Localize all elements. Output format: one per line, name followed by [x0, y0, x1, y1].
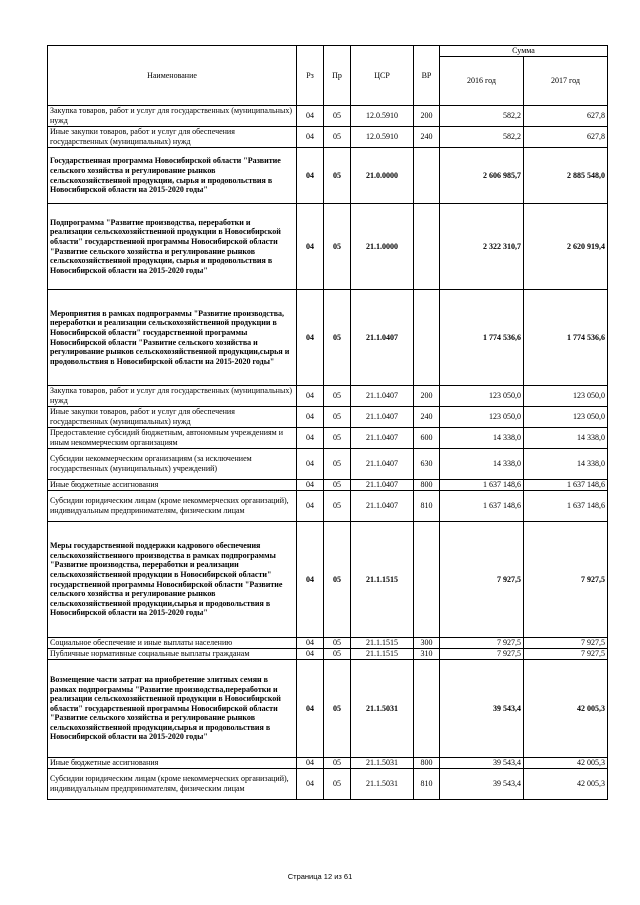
- row-pr: 05: [324, 769, 351, 800]
- table-body: [48, 106, 608, 800]
- row-value-2016: 1 774 536,6: [440, 290, 524, 386]
- row-value-2017: 123 050,0: [524, 407, 608, 428]
- row-rz: 04: [297, 386, 324, 407]
- row-vr: 600: [414, 428, 440, 449]
- row-value-2016: 1 637 148,6: [440, 491, 524, 522]
- row-pr: 05: [324, 148, 351, 204]
- row-csr: 21.1.0407: [351, 407, 414, 428]
- row-value-2017: 627,8: [524, 127, 608, 148]
- row-rz: 04: [297, 428, 324, 449]
- row-value-2017: 7 927,5: [524, 638, 608, 649]
- row-vr: 630: [414, 449, 440, 480]
- row-pr: 05: [324, 480, 351, 491]
- row-value-2016: 14 338,0: [440, 449, 524, 480]
- row-value-2016: 582,2: [440, 127, 524, 148]
- row-rz: 04: [297, 407, 324, 428]
- table-row: [48, 148, 608, 204]
- row-rz: 04: [297, 769, 324, 800]
- table-row: [48, 758, 608, 769]
- row-rz: 04: [297, 522, 324, 638]
- row-vr: 200: [414, 386, 440, 407]
- row-csr: 21.1.1515: [351, 522, 414, 638]
- row-vr: [414, 204, 440, 290]
- row-name: Субсидии юридическим лицам (кроме некоммерческих организаций), индивидуальным предпринимателям, физическим лицам: [48, 491, 297, 522]
- row-rz: 04: [297, 449, 324, 480]
- header-name: Наименование: [48, 46, 297, 106]
- row-name: Субсидии некоммерческим организациям (за исключением государственных (муниципальных) учреждений): [48, 449, 297, 480]
- row-rz: 04: [297, 758, 324, 769]
- row-csr: 21.1.1515: [351, 638, 414, 649]
- row-pr: 05: [324, 386, 351, 407]
- row-csr: 21.1.0407: [351, 386, 414, 407]
- row-pr: 05: [324, 428, 351, 449]
- row-value-2016: 2 322 310,7: [440, 204, 524, 290]
- row-pr: 05: [324, 649, 351, 660]
- row-value-2017: 1 637 148,6: [524, 480, 608, 491]
- row-pr: 05: [324, 660, 351, 758]
- row-csr: 21.1.0407: [351, 491, 414, 522]
- row-rz: 04: [297, 638, 324, 649]
- row-vr: 800: [414, 480, 440, 491]
- row-vr: [414, 660, 440, 758]
- row-value-2016: 123 050,0: [440, 407, 524, 428]
- row-name: Субсидии юридическим лицам (кроме некоммерческих организаций), индивидуальным предпринимателям, физическим лицам: [48, 769, 297, 800]
- row-value-2016: 39 543,4: [440, 660, 524, 758]
- table-row: [48, 106, 608, 127]
- row-pr: 05: [324, 127, 351, 148]
- row-value-2016: 39 543,4: [440, 758, 524, 769]
- row-csr: 21.1.0407: [351, 290, 414, 386]
- row-pr: 05: [324, 449, 351, 480]
- table-row: [48, 290, 608, 386]
- table-row: [48, 204, 608, 290]
- row-rz: 04: [297, 106, 324, 127]
- row-value-2016: 7 927,5: [440, 649, 524, 660]
- row-rz: 04: [297, 649, 324, 660]
- row-value-2016: 7 927,5: [440, 638, 524, 649]
- header-year-2017: 2017 год: [524, 57, 608, 106]
- header-sum: Сумма: [440, 46, 608, 57]
- row-value-2016: 582,2: [440, 106, 524, 127]
- row-rz: 04: [297, 660, 324, 758]
- row-csr: 21.1.5031: [351, 660, 414, 758]
- row-csr: 21.1.5031: [351, 758, 414, 769]
- budget-table: [47, 45, 608, 800]
- row-value-2017: 14 338,0: [524, 449, 608, 480]
- row-name: Мероприятия в рамках подпрограммы "Развитие производства, переработки и реализации сельскохозяйственной продукции в Новосибирской области" государственной программы Новосибирской области "Развитие сельского хозяйства и регулирование рынков сельскохозяйственной продукции,сырья и продовольствия в Новосибирской области на 2015-2020 годы": [48, 290, 297, 386]
- header-rz: Рз: [297, 46, 324, 106]
- table-row: [48, 127, 608, 148]
- table-row: [48, 491, 608, 522]
- row-value-2016: 123 050,0: [440, 386, 524, 407]
- row-name: Государственная программа Новосибирской области "Развитие сельского хозяйства и регулирование рынков сельскохозяйственной продукции, сырья и продовольствия в Новосибирской области на 2015-2020 годы": [48, 148, 297, 204]
- row-name: Меры государственной поддержки кадрового обеспечения сельскохозяйственного производства в рамках подпрограммы "Развитие производства, переработки и реализации сельскохозяйственной продукции в Новосибирской области" государственной программы Новосибирской области "Развитие сельского хозяйства и регулирование рынков сельскохозяйственной продукции,сырья и продовольствия в Новосибирской области на 2015-2020 годы": [48, 522, 297, 638]
- row-vr: [414, 148, 440, 204]
- row-name: Социальное обеспечение и иные выплаты населению: [48, 638, 297, 649]
- table-row: [48, 522, 608, 638]
- row-rz: 04: [297, 148, 324, 204]
- row-value-2017: 2 620 919,4: [524, 204, 608, 290]
- row-value-2017: 42 005,3: [524, 758, 608, 769]
- row-csr: 21.1.5031: [351, 769, 414, 800]
- row-vr: 800: [414, 758, 440, 769]
- table-row: [48, 660, 608, 758]
- row-name: Возмещение части затрат на приобретение элитных семян в рамках подпрограммы "Развитие производства,переработки и реализации сельскохозяйственной продукции в Новосибирской области" государственной программы Новосибирской области "Развитие сельского хозяйства и регулирование рынков сельскохозяйственной продукции,сырья и продовольствия в Новосибирской области на 2015-2020 годы": [48, 660, 297, 758]
- row-pr: 05: [324, 407, 351, 428]
- row-vr: 810: [414, 769, 440, 800]
- row-name: Иные закупки товаров, работ и услуг для обеспечения государственных (муниципальных) нужд: [48, 127, 297, 148]
- row-vr: 810: [414, 491, 440, 522]
- row-csr: 21.1.0407: [351, 428, 414, 449]
- row-vr: 240: [414, 127, 440, 148]
- row-value-2017: 14 338,0: [524, 428, 608, 449]
- row-value-2017: 1 637 148,6: [524, 491, 608, 522]
- row-name: Иные бюджетные ассигнования: [48, 758, 297, 769]
- row-pr: 05: [324, 106, 351, 127]
- row-vr: [414, 290, 440, 386]
- header-vr: ВР: [414, 46, 440, 106]
- row-rz: 04: [297, 127, 324, 148]
- row-pr: 05: [324, 638, 351, 649]
- table-row: [48, 386, 608, 407]
- row-name: Предоставление субсидий бюджетным, автономным учреждениям и иным некоммерческим организациям: [48, 428, 297, 449]
- row-value-2016: 1 637 148,6: [440, 480, 524, 491]
- row-name: Иные бюджетные ассигнования: [48, 480, 297, 491]
- row-pr: 05: [324, 204, 351, 290]
- header-year-2016: 2016 год: [440, 57, 524, 106]
- row-value-2016: 7 927,5: [440, 522, 524, 638]
- table-row: [48, 638, 608, 649]
- row-vr: 300: [414, 638, 440, 649]
- header-csr: ЦСР: [351, 46, 414, 106]
- page-footer: Страница 12 из 61: [287, 872, 353, 881]
- row-csr: 12.0.5910: [351, 106, 414, 127]
- table-row: [48, 428, 608, 449]
- row-name: Подпрограмма "Развитие производства, переработки и реализации сельскохозяйственной продукции в Новосибирской области" государственной программы Новосибирской области "Развитие сельского хозяйства и регулирование рынков сельскохозяйственной продукции, сырья и продовольствия в Новосибирской области на 2015-2020 годы": [48, 204, 297, 290]
- row-value-2017: 2 885 548,0: [524, 148, 608, 204]
- row-vr: 240: [414, 407, 440, 428]
- row-vr: 310: [414, 649, 440, 660]
- row-value-2016: 39 543,4: [440, 769, 524, 800]
- row-pr: 05: [324, 491, 351, 522]
- row-pr: 05: [324, 290, 351, 386]
- row-pr: 05: [324, 522, 351, 638]
- row-csr: 21.1.0000: [351, 204, 414, 290]
- row-csr: 12.0.5910: [351, 127, 414, 148]
- row-value-2017: 1 774 536,6: [524, 290, 608, 386]
- table-row: [48, 407, 608, 428]
- row-csr: 21.1.0407: [351, 480, 414, 491]
- header-pr: Пр: [324, 46, 351, 106]
- row-name: Закупка товаров, работ и услуг для государственных (муниципальных) нужд: [48, 386, 297, 407]
- row-value-2017: 42 005,3: [524, 769, 608, 800]
- row-value-2017: 42 005,3: [524, 660, 608, 758]
- table-row: [48, 449, 608, 480]
- row-rz: 04: [297, 491, 324, 522]
- row-value-2016: 14 338,0: [440, 428, 524, 449]
- row-vr: [414, 522, 440, 638]
- row-pr: 05: [324, 758, 351, 769]
- row-name: Иные закупки товаров, работ и услуг для обеспечения государственных (муниципальных) нужд: [48, 407, 297, 428]
- row-value-2017: 7 927,5: [524, 522, 608, 638]
- row-vr: 200: [414, 106, 440, 127]
- row-rz: 04: [297, 290, 324, 386]
- row-csr: 21.1.1515: [351, 649, 414, 660]
- row-rz: 04: [297, 204, 324, 290]
- row-value-2017: 7 927,5: [524, 649, 608, 660]
- row-value-2016: 2 606 985,7: [440, 148, 524, 204]
- row-name: Публичные нормативные социальные выплаты гражданам: [48, 649, 297, 660]
- row-csr: 21.1.0407: [351, 449, 414, 480]
- row-csr: 21.0.0000: [351, 148, 414, 204]
- row-name: Закупка товаров, работ и услуг для государственных (муниципальных) нужд: [48, 106, 297, 127]
- table-row: [48, 480, 608, 491]
- row-value-2017: 627,8: [524, 106, 608, 127]
- table-row: [48, 649, 608, 660]
- row-value-2017: 123 050,0: [524, 386, 608, 407]
- table-row: [48, 769, 608, 800]
- row-rz: 04: [297, 480, 324, 491]
